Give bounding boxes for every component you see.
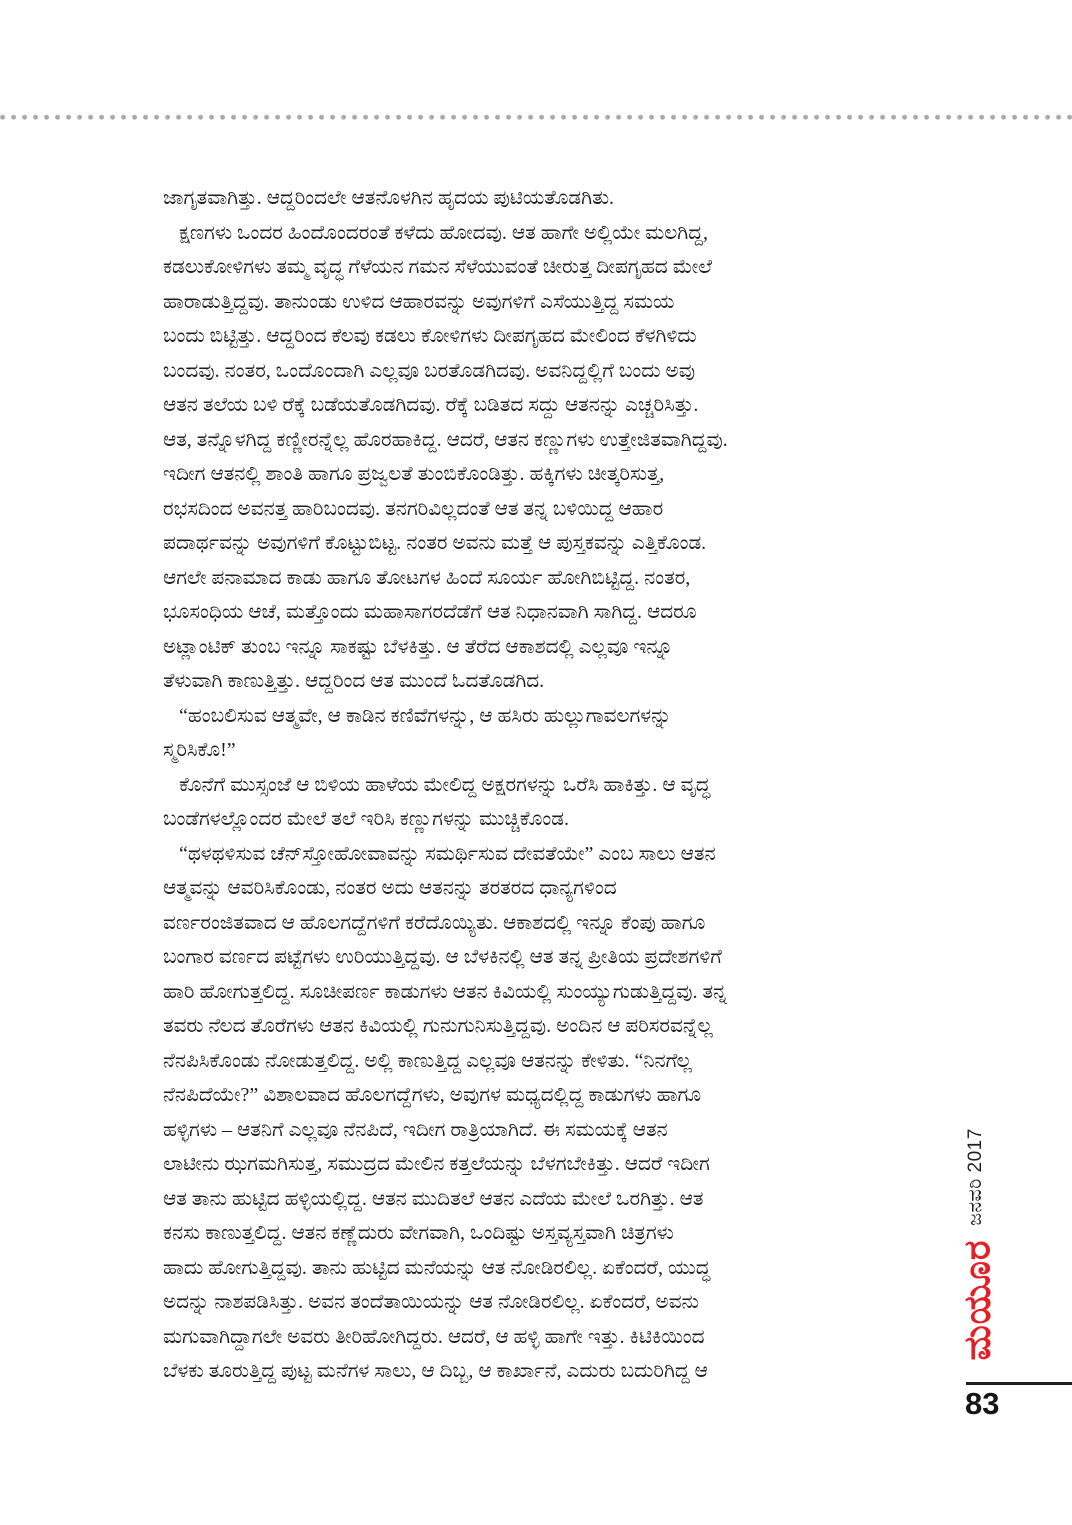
- text-line: ಕಡಲುಕೋಳಿಗಳು ತಮ್ಮ ವೃದ್ಧ ಗೆಳೆಯನ ಗಮನ ಸೆಳೆಯುವಂತೆ ಚೀರುತ್ತ ದೀಪಗೃಹದ ಮೇಲೆ: [163, 256, 713, 278]
- text-line: ಆತ ತಾನು ಹುಟ್ಟಿದ ಹಳ್ಳಿಯಲ್ಲಿದ್ದ. ಆತನ ಮುದಿತಲೆ ಆತನ ಎದೆಯ ಮೇಲೆ ಒರಗಿತ್ತು. ಆತ: [163, 1187, 704, 1210]
- text-line: ತೆಳುವಾಗಿ ಕಾಣುತ್ತಿತ್ತು. ಆದ್ದರಿಂದ ಆತ ಮುಂದೆ ಓದತೊಡಗಿದ.: [163, 670, 545, 692]
- text-line: ಬಂದವು. ನಂತರ, ಒಂದೊಂದಾಗಿ ಎಲ್ಲವೂ ಬರತೊಡಗಿದವು. ಅವನಿದ್ದಲ್ಲಿಗೆ ಬಂದು ಅವು: [163, 359, 696, 382]
- text-line: ಸ್ಮರಿಸಿಕೊ!”: [163, 739, 236, 761]
- text-line: ಹಾದು ಹೋಗುತ್ತಿದ್ದವು. ತಾನು ಹುಟ್ಟಿದ ಮನೆಯನ್ನು ಆತ ನೋಡಿರಲಿಲ್ಲ. ಏಕೆಂದರೆ, ಯುದ್ಧ: [163, 1256, 711, 1279]
- text-line: “ಥಳಥಳಿಸುವ ಚೆನ್‌ಸ್ತೋಹೋವಾವನ್ನು ಸಮರ್ಥಿಸುವ ದೇವತೆಯೇ” ಎಂಬ ಸಾಲು ಆತನ: [179, 842, 716, 865]
- text-line: ಆತ್ಮವನ್ನು ಆವರಿಸಿಕೊಂಡು, ನಂತರ ಅದು ಆತನನ್ನು ತರತರದ ಧಾನ್ಯಗಳಿಂದ: [163, 877, 617, 899]
- dotted-divider: [0, 114, 1072, 121]
- text-line: ಲಾಟೀನು ಝಗಮಗಿಸುತ್ತ, ಸಮುದ್ರದ ಮೇಲಿನ ಕತ್ತಲೆಯನ್ನು ಬೆಳಗಬೇಕಿತ್ತು. ಆದರೆ ಇದೀಗ: [163, 1153, 710, 1175]
- article-text: [163, 181, 923, 1389]
- text-line: ಕ್ಷಣಗಳು ಒಂದರ ಹಿಂದೊಂದರಂತೆ ಕಳೆದು ಹೋದವು. ಆತ ಹಾಗೇ ಅಲ್ಲಿಯೇ ಮಲಗಿದ್ದ,: [179, 221, 708, 244]
- text-line: ಇದೀಗ ಆತನಲ್ಲಿ ಶಾಂತಿ ಹಾಗೂ ಪ್ರಜ್ವಲತೆ ತುಂಬಿಕೊಂಡಿತ್ತು. ಹಕ್ಕಿಗಳು ಚೀತ್ಕರಿಸುತ್ತ,: [163, 463, 665, 485]
- magazine-logo-vertical: ಮಯೂರ: [956, 1239, 998, 1361]
- page-number-rule: [966, 1382, 1072, 1385]
- paragraph: [163, 216, 923, 699]
- text-line: “ಹಂಬಲಿಸುವ ಆತ್ಮವೇ, ಆ ಕಾಡಿನ ಕಣಿವೆಗಳನ್ನು, ಆ ಹಸಿರು ಹುಲ್ಲುಗಾವಲಗಳನ್ನು: [179, 704, 672, 727]
- text-line: ತವರು ನೆಲದ ತೊರೆಗಳು ಆತನ ಕಿವಿಯಲ್ಲಿ ಗುನುಗುನಿಸುತ್ತಿದ್ದವು. ಅಂದಿನ ಆ ಪರಿಸರವನ್ನೆಲ್ಲ: [163, 1015, 713, 1037]
- text-line: ಬಂದು ಬಿಟ್ಟಿತ್ತು. ಆದ್ದರಿಂದ ಕೆಲವು ಕಡಲು ಕೋಳಿಗಳು ದೀಪಗೃಹದ ಮೇಲಿಂದ ಕೆಳಗಿಳಿದು: [163, 325, 697, 347]
- text-line: ಜಾಗೃತವಾಗಿತ್ತು. ಆದ್ದರಿಂದಲೇ ಆತನೊಳಗಿನ ಹೃದಯ ಪುಟಿಯತೊಡಗಿತು.: [163, 187, 615, 209]
- text-line: ಬಂಡೆಗಳಲ್ಲೊಂದರ ಮೇಲೆ ತಲೆ ಇರಿಸಿ ಕಣ್ಣುಗಳನ್ನು ಮುಚ್ಚಿಕೊಂಡ.: [163, 808, 569, 830]
- text-line: ಆತನ ತಲೆಯ ಬಳಿ ರೆಕ್ಕೆ ಬಡೆಯತೊಡಗಿದವು. ರೆಕ್ಕೆ ಬಡಿತದ ಸದ್ದು ಆತನನ್ನು ಎಚ್ಚರಿಸಿತ್ತು.: [163, 394, 699, 416]
- text-line: ಹಳ್ಳಿಗಳು – ಆತನಿಗೆ ಎಲ್ಲವೂ ನೆನಪಿದೆ, ಇದೀಗ ರಾತ್ರಿಯಾಗಿದೆ. ಈ ಸಮಯಕ್ಕೆ ಆತನ: [163, 1118, 668, 1141]
- issue-date-vertical-label: ಜನವರಿ 2017: [965, 1128, 986, 1226]
- text-line: ಅಟ್ಲಾಂಟಿಕ್ ತುಂಬ ಇನ್ನೂ ಸಾಕಷ್ಟು ಬೆಳಕಿತ್ತು. ಆ ತೆರೆದ ಆಕಾಶದಲ್ಲಿ ಎಲ್ಲವೂ ಇನ್ನೂ: [163, 635, 673, 658]
- text-line: ನೆನಪಿದೆಯೇ?” ವಿಶಾಲವಾದ ಹೊಲಗದ್ದೆಗಳು, ಅವುಗಳ ಮಧ್ಯದಲ್ಲಿದ್ದ ಕಾಡುಗಳು ಹಾಗೂ: [163, 1084, 702, 1106]
- text-line: ಮಗುವಾಗಿದ್ದಾಗಲೇ ಅವರು ತೀರಿಹೋಗಿದ್ದರು. ಆದರೆ, ಆ ಹಳ್ಳಿ ಹಾಗೇ ಇತ್ತು. ಕಿಟಿಕಿಯಿಂದ: [163, 1325, 705, 1348]
- paragraph: [163, 181, 923, 216]
- text-line: ಕನಸು ಕಾಣುತ್ತಲಿದ್ದ. ಆತನ ಕಣ್ಣೆದುರು ವೇಗವಾಗಿ, ಒಂದಿಷ್ಟು ಅಸ್ತವ್ಯಸ್ತವಾಗಿ ಚಿತ್ರಗಳು: [163, 1222, 674, 1244]
- paragraph: [163, 768, 923, 837]
- text-line: ಆತ, ತನ್ನೊಳಗಿದ್ದ ಕಣ್ಣೀರನ್ನೆಲ್ಲ ಹೊರಹಾಕಿದ್ದ. ಆದರೆ, ಆತನ ಕಣ್ಣುಗಳು ಉತ್ತೇಜಿತವಾಗಿದ್ದವು.: [163, 428, 728, 451]
- text-line: ಬೆಳಕು ತೂರುತ್ತಿದ್ದ ಪುಟ್ಟ ಮನೆಗಳ ಸಾಲು, ಆ ದಿಬ್ಬ, ಆ ಕಾರ್ಖಾನೆ, ಎದುರು ಬದುರಿಗಿದ್ದ ಆ: [163, 1360, 708, 1382]
- text-line: ನೆನಪಿಸಿಕೊಂಡು ನೋಡುತ್ತಲಿದ್ದ. ಅಲ್ಲಿ ಕಾಣುತ್ತಿದ್ದ ಎಲ್ಲವೂ ಆತನನ್ನು ಕೇಳಿತು. “ನಿನಗೆಲ್ಲ: [163, 1049, 692, 1072]
- paragraph: [163, 699, 923, 768]
- text-line: ರಭಸದಿಂದ ಅವನತ್ತ ಹಾರಿಬಂದವು. ತನಗರಿವಿಲ್ಲದಂತೆ ಆತ ತನ್ನ ಬಳಿಯಿದ್ದ ಆಹಾರ: [163, 497, 664, 520]
- text-line: ಕೊನೆಗೆ ಮುಸ್ಸಂಜೆ ಆ ಬಿಳಿಯ ಹಾಳೆಯ ಮೇಲಿದ್ದ ಅಕ್ಷರಗಳನ್ನು ಒರೆಸಿ ಹಾಕಿತ್ತು. ಆ ವೃದ್ಧ: [179, 773, 711, 796]
- text-line: ಅದನ್ನು ನಾಶಪಡಿಸಿತ್ತು. ಅವನ ತಂದೆತಾಯಿಯನ್ನು ಆತ ನೋಡಿರಲಿಲ್ಲ. ಏಕೆಂದರೆ, ಅವನು: [163, 1291, 700, 1313]
- text-line: ಆಗಲೇ ಪನಾಮಾದ ಕಾಡು ಹಾಗೂ ತೋಟಗಳ ಹಿಂದೆ ಸೂರ್ಯ ಹೋಗಿಬಿಟ್ಟಿದ್ದ. ನಂತರ,: [163, 566, 691, 589]
- text-line: ಹಾರಾಡುತ್ತಿದ್ದವು. ತಾನುಂಡು ಉಳಿದ ಆಹಾರವನ್ನು ಅವುಗಳಿಗೆ ಎಸೆಯುತ್ತಿದ್ದ ಸಮಯ: [163, 290, 675, 313]
- text-line: ಹಾರಿ ಹೋಗುತ್ತಲಿದ್ದ. ಸೂಚೀಪರ್ಣ ಕಾಡುಗಳು ಆತನ ಕಿವಿಯಲ್ಲಿ ಸುಂಯ್ಯುಗುಡುತ್ತಿದ್ದವು. ತನ್ನ: [163, 980, 727, 1003]
- paragraph: [163, 837, 923, 1389]
- text-line: ವರ್ಣರಂಜಿತವಾದ ಆ ಹೊಲಗದ್ದೆಗಳಿಗೆ ಕರೆದೊಯ್ಯಿತು. ಆಕಾಶದಲ್ಲಿ ಇನ್ನೂ ಕೆಂಪು ಹಾಗೂ: [163, 911, 706, 934]
- text-line: ಪದಾರ್ಥವನ್ನು ಅವುಗಳಿಗೆ ಕೊಟ್ಟುಬಿಟ್ಟ. ನಂತರ ಅವನು ಮತ್ತೆ ಆ ಪುಸ್ತಕವನ್ನು ಎತ್ತಿಕೊಂಡ.: [163, 532, 707, 554]
- text-line: ಭೂಸಂಧಿಯ ಆಚೆ, ಮತ್ತೊಂದು ಮಹಾಸಾಗರದೆಡೆಗೆ ಆತ ನಿಧಾನವಾಗಿ ಸಾಗಿದ್ದ. ಆದರೂ: [163, 601, 697, 623]
- page-number: 83: [965, 1386, 1000, 1421]
- text-line: ಬಂಗಾರ ವರ್ಣದ ಪಟ್ಟೆಗಳು ಉರಿಯುತ್ತಿದ್ದವು. ಆ ಬೆಳಕಿನಲ್ಲಿ ಆತ ತನ್ನ ಪ್ರೀತಿಯ ಪ್ರದೇಶಗಳಿಗೆ: [163, 946, 722, 968]
